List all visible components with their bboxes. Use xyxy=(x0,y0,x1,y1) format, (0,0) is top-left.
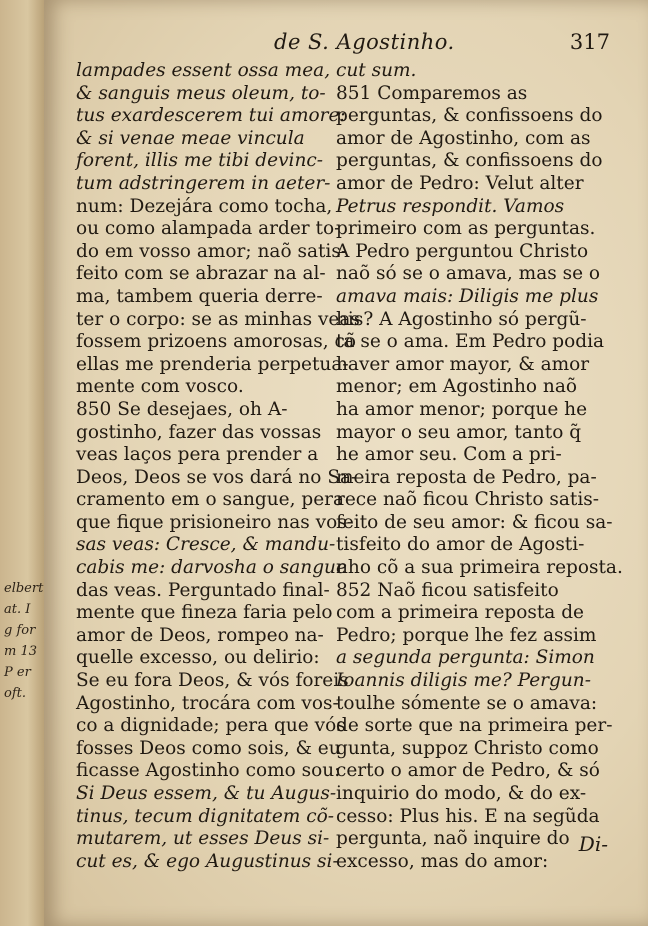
text-line: Si Deus essem, & tu Augus- xyxy=(76,783,337,804)
text-line: rece naõ ficou Christo satis- xyxy=(336,489,599,511)
text-line: cut sum. xyxy=(336,60,417,81)
text-line: mente que fineza faria pelo xyxy=(76,602,333,624)
text-line: ta se o ama. Em Pedro podia xyxy=(336,331,605,353)
text-line: ficasse Agostinho como sou: xyxy=(76,760,341,782)
text-line: haver amor mayor, & amor xyxy=(336,353,590,375)
text-line: mutarem, ut esses Deus si- xyxy=(76,828,330,850)
text-line: tus exardescerem tui amore: xyxy=(76,105,346,127)
text-line: sas veas: Cresce, & mandu- xyxy=(76,534,336,556)
text-line: que fique prisioneiro nas vos- xyxy=(76,511,353,533)
text-line: das veas. Perguntado final- xyxy=(76,579,330,601)
text-line: com a primeira reposta de xyxy=(336,602,584,624)
text-line: perguntas, & confissoens do xyxy=(336,105,603,127)
text-line: feito de seu amor: & ficou sa- xyxy=(336,511,613,533)
text-line: amor de Agostinho, com as xyxy=(336,127,591,149)
text-line: mente com vosco. xyxy=(76,376,244,398)
text-line: his? A Agostinho só pergũ- xyxy=(336,308,587,330)
text-line: Petrus respondit. Vamos xyxy=(336,195,565,217)
text-line: cesso: Plus his. E na segũda xyxy=(336,805,600,827)
text-line: tinus, tecum dignitatem cõ- xyxy=(76,805,334,827)
text-line: ellas me prenderia perpetua- xyxy=(76,353,349,375)
book-page xyxy=(44,0,648,926)
text-line: & sanguis meus oleum, to- xyxy=(76,82,326,104)
text-line: cramento em o sangue, pera xyxy=(76,489,345,511)
text-line: ou como alampada arder to- xyxy=(76,218,341,240)
text-line: & si venae meae vincula xyxy=(76,127,305,149)
text-line: fosses Deos como sois, & eu xyxy=(76,737,341,759)
text-line: primeiro com as perguntas. xyxy=(336,218,596,240)
fragment-line: at. I xyxy=(4,602,31,617)
text-line: naõ só se o amava, mas se o xyxy=(336,263,601,285)
previous-page-edge xyxy=(0,0,46,926)
text-line: certo o amor de Pedro, & só xyxy=(336,760,600,782)
text-line: menor; em Agostinho naõ xyxy=(336,376,577,398)
text-line: forent, illis me tibi devinc- xyxy=(76,150,323,172)
fragment-line: elbert xyxy=(4,581,44,596)
text-line: inquirio do modo, & do ex- xyxy=(336,783,587,804)
text-line: meira reposta de Pedro, pa- xyxy=(336,466,597,488)
running-head: de S. Agostinho. xyxy=(274,30,455,54)
left-text-column xyxy=(76,60,360,873)
text-line: mayor o seu amor, tanto q̃ xyxy=(336,421,582,443)
text-line: 852 Naõ ficou satisfeito xyxy=(336,579,559,601)
text-line: A Pedro perguntou Christo xyxy=(336,240,589,262)
text-line: num: Dezejára como tocha, xyxy=(76,195,333,217)
text-line: a segunda pergunta: Simon xyxy=(336,647,595,669)
text-line: excesso, mas do amor: xyxy=(336,850,549,872)
text-line: gostinho, fazer das vossas xyxy=(76,421,322,443)
text-line: feito com se abrazar na al- xyxy=(76,263,326,285)
text-line: nho cõ a sua primeira reposta. xyxy=(336,557,623,579)
fragment-line: oft. xyxy=(4,686,26,701)
text-line: Pedro; porque lhe fez assim xyxy=(336,624,597,646)
text-line: perguntas, & confissoens do xyxy=(336,150,603,172)
text-line: he amor seu. Com a pri- xyxy=(336,444,562,466)
text-line: amor de Deos, rompeo na- xyxy=(76,624,324,646)
text-line: co a dignidade; pera que vós xyxy=(76,715,346,737)
text-line: cut es, & ego Augustinus si- xyxy=(76,850,339,872)
text-line: amava mais: Diligis me plus xyxy=(336,285,599,307)
text-line: tum adstringerem in aeter- xyxy=(76,172,331,194)
text-line: Agostinho, trocára com vos- xyxy=(76,692,339,714)
text-line: ha amor menor; porque he xyxy=(336,398,588,420)
text-line: fossem prizoens amorosas, cõ xyxy=(76,331,357,353)
text-line: do em vosso amor; naõ satis- xyxy=(76,240,348,262)
page-number: 317 xyxy=(569,30,610,54)
text-line: cabis me: darvosha o sangue xyxy=(76,557,347,579)
text-line: de sorte que na primeira per- xyxy=(336,715,613,737)
fragment-line: m 13 xyxy=(4,644,38,659)
text-line: toulhe sómente se o amava: xyxy=(336,692,598,714)
text-line: 851 Comparemos as xyxy=(336,82,528,104)
text-line: quelle excesso, ou delirio: xyxy=(76,647,320,669)
text-line: Deos, Deos se vos dará no Sa- xyxy=(76,466,358,488)
fragment-line: P er xyxy=(4,665,31,680)
text-line: ma, tambem queria derre- xyxy=(76,285,323,307)
text-line: pergunta, naõ inquire do xyxy=(336,828,570,850)
previous-page-fragments xyxy=(4,578,44,704)
text-line: ter o corpo: se as minhas veas xyxy=(76,308,360,330)
text-line: lampades essent ossa mea, xyxy=(76,60,331,81)
text-line: 850 Se desejaes, oh A- xyxy=(76,398,288,420)
page-header xyxy=(274,30,610,60)
text-line: amor de Pedro: Velut alter xyxy=(336,172,584,194)
catchword: Di- xyxy=(578,832,608,856)
text-line: tisfeito do amor de Agosti- xyxy=(336,534,585,556)
right-text-column xyxy=(336,60,623,873)
text-line: Se eu fora Deos, & vós foreis xyxy=(76,670,349,692)
text-line: gunta, suppoz Christo como xyxy=(336,737,599,759)
text-line: Ioannis diligis me? Pergun- xyxy=(336,670,591,692)
fragment-line: g for xyxy=(4,623,36,638)
text-line: veas laços pera prender a xyxy=(76,444,319,466)
